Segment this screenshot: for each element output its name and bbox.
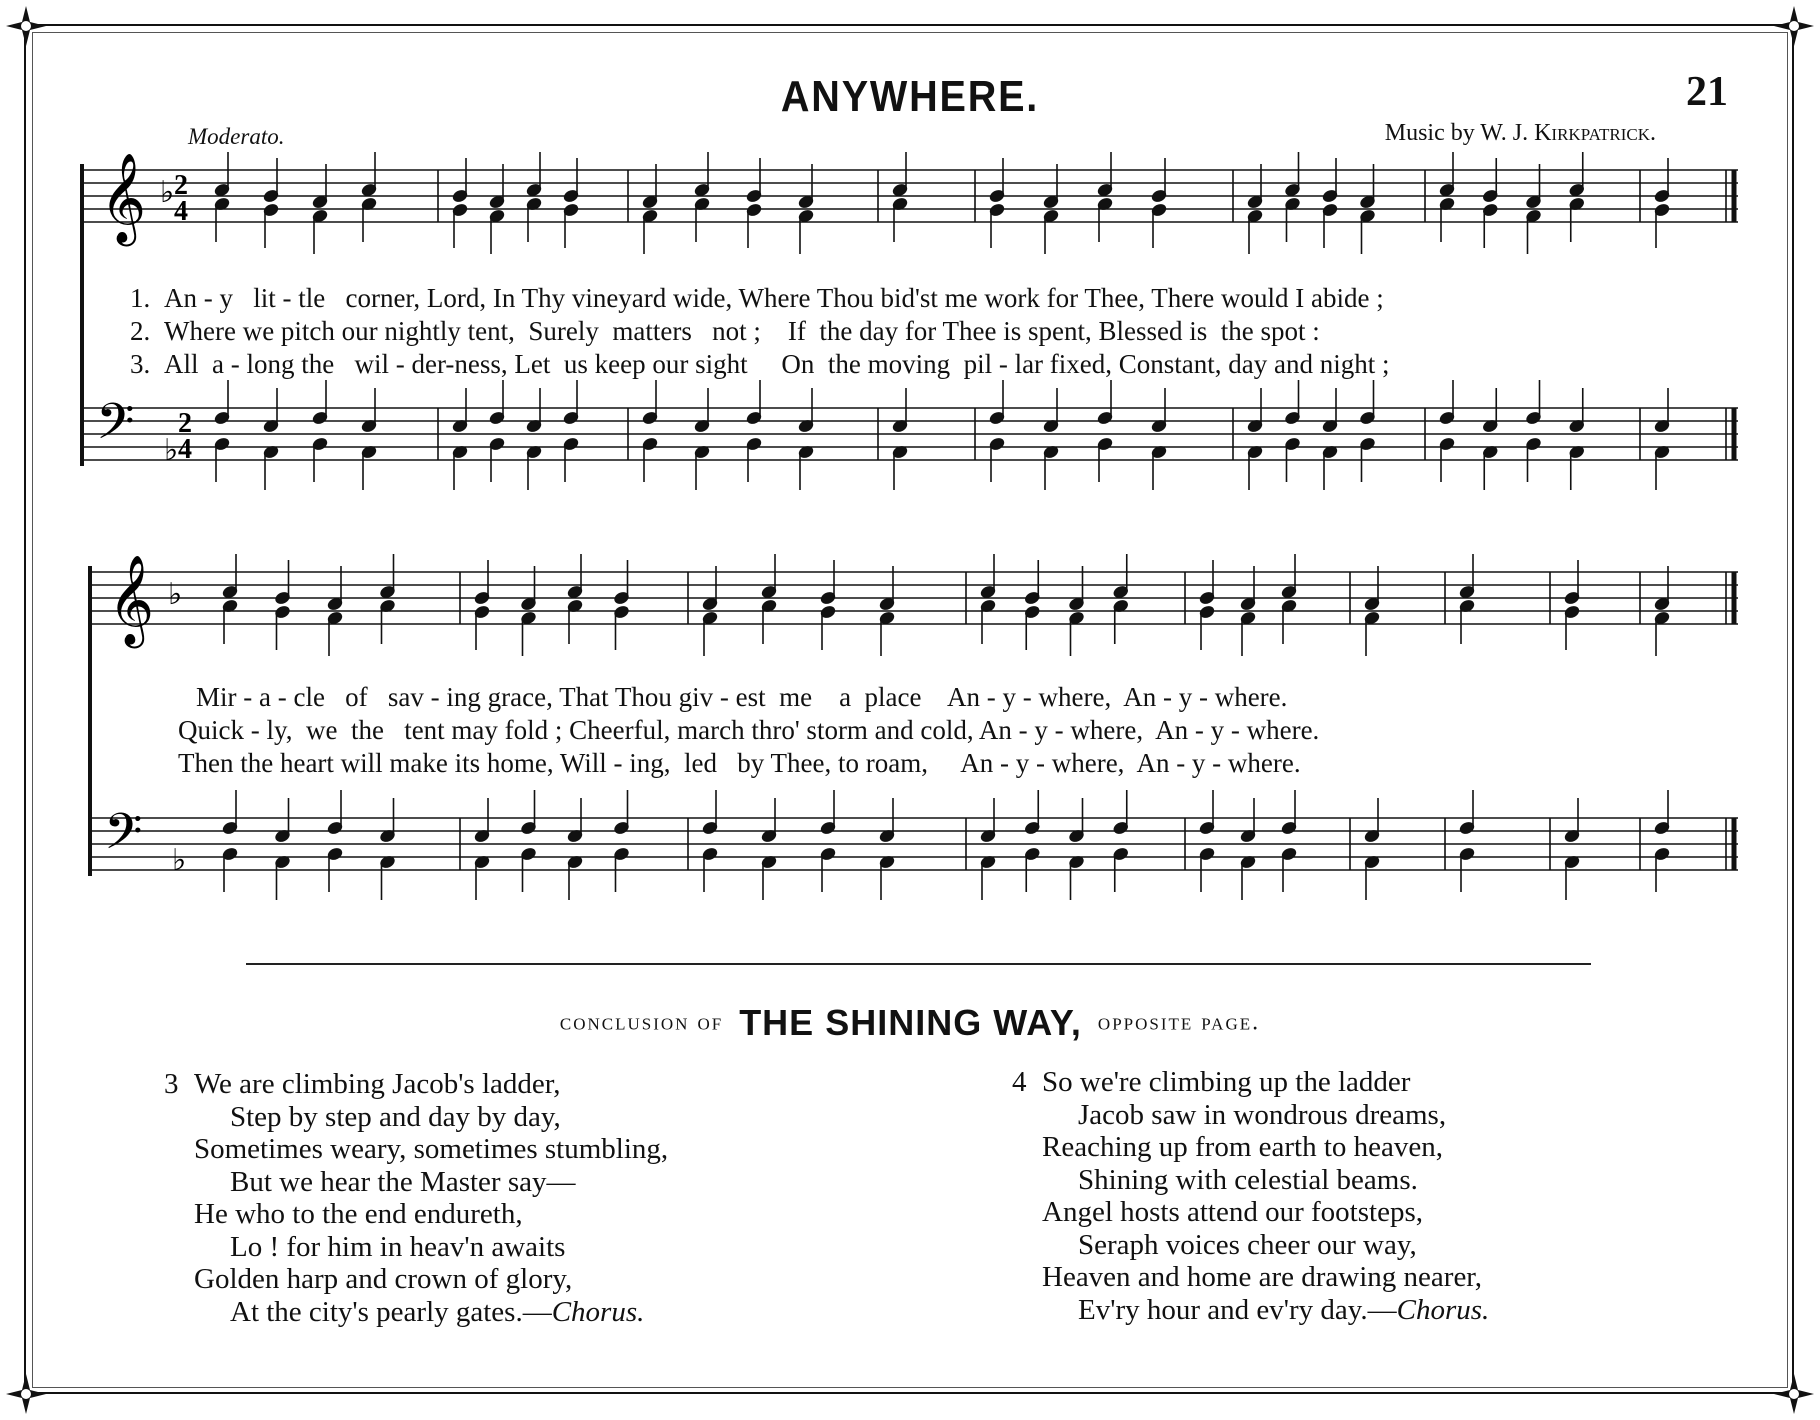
flat-icon: ♭ (160, 175, 175, 210)
chorus-marker: Chorus. (1396, 1293, 1490, 1326)
stanza-line: At the city's pearly gates.— (230, 1295, 552, 1328)
stanza-line: Sometimes weary, sometimes stumbling, (194, 1133, 669, 1165)
conclusion-prefix: conclusion of (559, 1009, 724, 1036)
lyric-text: Where we pitch our nightly tent, Surely matters not ; If the day for Thee is spent, Blessed is the spot : (164, 316, 1320, 346)
lyric-verse-2 (130, 316, 1320, 347)
stanza-line: Lo ! for him in heav'n awaits (230, 1230, 566, 1263)
stanza-line: Seraph voices cheer our way, (1078, 1228, 1417, 1261)
verse-number: 1. (130, 283, 151, 313)
stanza-line: Shining with celestial beams. (1078, 1163, 1418, 1196)
flat-icon: ♭ (172, 843, 187, 878)
verse-number: 3. (130, 349, 151, 379)
treble-clef-icon: 𝄞 (100, 153, 147, 243)
time-signature-bottom: 4 (178, 434, 192, 465)
lyric-text: An - y lit - tle corner, Lord, In Thy vineyard wide, Where Thou bid'st me work for Thee, There would I abide ; (164, 283, 1384, 313)
composer-name: Kirkpatrick. (1534, 120, 1656, 146)
conclusion-title: THE SHINING WAY, (739, 1002, 1082, 1043)
flat-icon: ♭ (168, 577, 183, 612)
stanza-line: He who to the end endureth, (194, 1198, 523, 1230)
page-title: ANYWHERE. (780, 72, 1040, 121)
bass-clef-icon: 𝄢 (104, 803, 143, 873)
stanza-number: 4 (1012, 1066, 1027, 1098)
lyric-refrain-verse-3: Then the heart will make its home, Will - ing, led by Thee, to roam, An - y - where, An - y - where. (178, 748, 1301, 778)
stanza-line: Angel hosts attend our footsteps, (1042, 1196, 1423, 1228)
chorus-marker: Chorus. (551, 1295, 645, 1328)
stanza-line: But we hear the Master say— (230, 1165, 576, 1198)
section-divider (246, 963, 1591, 965)
conclusion-heading (0, 1002, 1820, 1044)
conclusion-suffix: opposite page. (1097, 1009, 1261, 1036)
stanza-line: So we're climbing up the ladder (1042, 1066, 1411, 1098)
tempo-marking: Moderato. (188, 124, 285, 149)
lyric-verse-3 (130, 349, 1390, 380)
stanza-line-last (164, 1296, 668, 1329)
stanza-line: Jacob saw in wondrous dreams, (1078, 1098, 1447, 1131)
stanza-3 (164, 1068, 668, 1328)
corner-ornament-icon (1772, 1372, 1816, 1416)
verse-number: 2. (130, 316, 151, 346)
time-signature-top: 2 (174, 170, 188, 201)
stanza-line: Ev'ry hour and ev'ry day.— (1078, 1293, 1397, 1326)
stanza-number: 3 (164, 1068, 179, 1100)
stanza-4 (1012, 1066, 1489, 1326)
time-signature-bottom: 4 (174, 196, 188, 227)
stanza-line: We are climbing Jacob's ladder, (194, 1068, 561, 1100)
treble-clef-icon: 𝄞 (108, 555, 155, 645)
corner-ornament-icon (4, 1372, 48, 1416)
stanza-line: Reaching up from earth to heaven, (1042, 1131, 1444, 1163)
lyric-refrain-verse-2: Quick - ly, we the tent may fold ; Cheerful, march thro' storm and cold, An - y - where, An - y - where. (178, 715, 1320, 745)
lyric-refrain-verse-1: Mir - a - cle of sav - ing grace, That Thou giv - est me a place An - y - where, An - y - where. (196, 682, 1288, 712)
page-number: 21 (1686, 69, 1728, 115)
lyric-verse-1 (130, 283, 1384, 314)
stanza-line-last (1012, 1294, 1489, 1327)
stanza-line: Golden harp and crown of glory, (194, 1263, 573, 1295)
lyric-text: All a - long the wil - der-ness, Let us keep our sight On the moving pil - lar fixed, Constant, day and night ; (164, 349, 1390, 379)
stanza-line: Heaven and home are drawing nearer, (1042, 1261, 1483, 1293)
flat-icon: ♭ (164, 433, 179, 468)
bass-clef-icon: 𝄢 (96, 393, 135, 463)
composer-prefix: Music by W. J. (1384, 120, 1529, 146)
time-signature-top: 2 (178, 408, 192, 439)
stanza-line: Step by step and day by day, (230, 1100, 561, 1133)
